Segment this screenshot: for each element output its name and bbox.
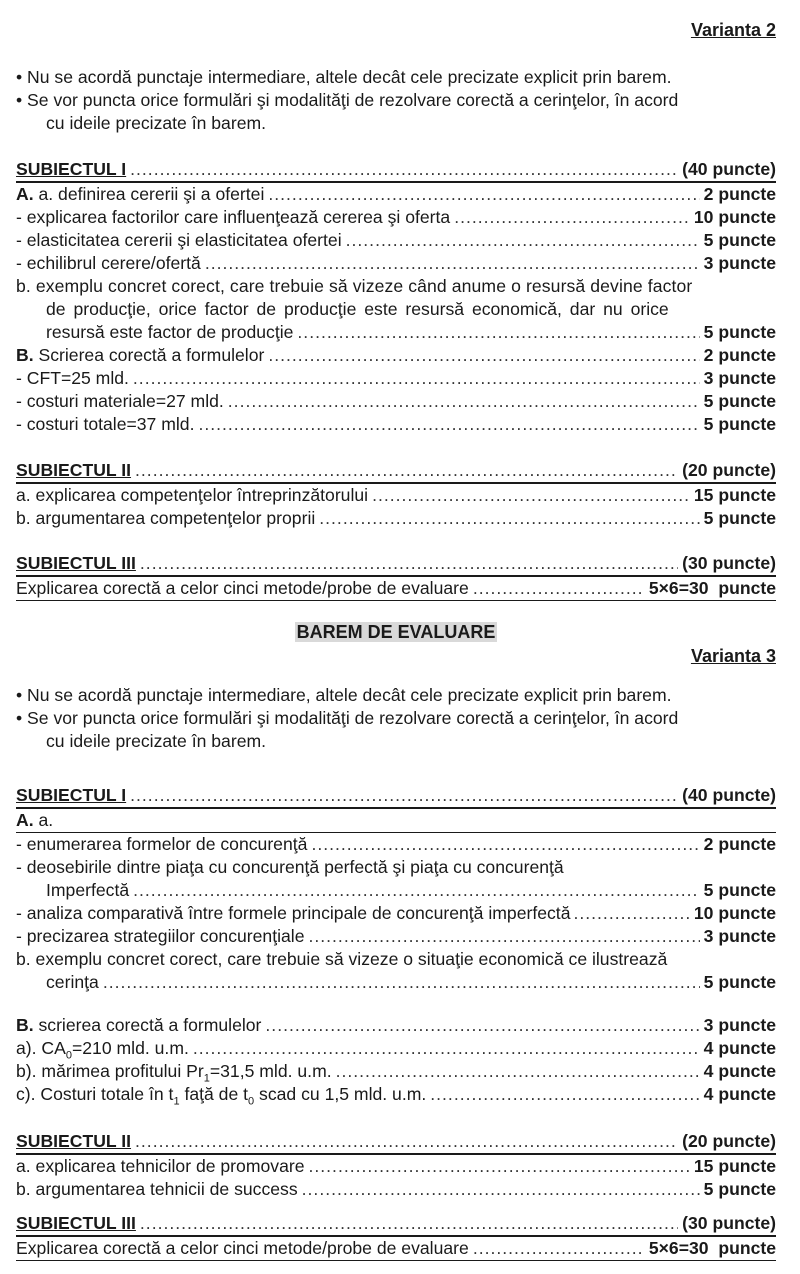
v2-s2-points: (20 puncte) — [682, 460, 776, 480]
row-points: 3 puncte — [703, 926, 776, 946]
v3-note-1: • Nu se acordă punctaje intermediare, altele decât cele precizate explicit prin barem. — [16, 685, 672, 705]
v2-s1-row — [16, 183, 776, 206]
leader-dots — [265, 1014, 699, 1037]
v3-notes — [16, 684, 776, 753]
section-letter: B. — [16, 345, 34, 365]
v3-s3-points: (30 puncte) — [682, 1213, 776, 1233]
v3-subiectul-3 — [16, 1212, 776, 1261]
row-label: a. definirea cererii şi a ofertei — [33, 184, 265, 204]
v3-s2-header — [16, 1130, 776, 1155]
leader-dots — [130, 158, 678, 181]
row-points: 5 puncte — [703, 880, 776, 900]
leader-dots — [473, 1237, 645, 1260]
v2-s2-row — [16, 507, 776, 530]
row-label: =210 mld. u.m. — [72, 1038, 189, 1058]
row-label: b. argumentarea competenţelor proprii — [16, 508, 316, 528]
v2-s1-row — [16, 229, 776, 252]
v2-s1-b-line-1: b. exemplu concret corect, care trebuie să vizeze când anume o resursă devine factor — [16, 276, 693, 296]
row-points: 15 puncte — [693, 1156, 776, 1176]
row-label: - CFT=25 mld. — [16, 368, 129, 388]
row-points: 4 puncte — [703, 1038, 776, 1058]
v2-s1-row — [16, 206, 776, 229]
v3-s1-b-line-1: b. exemplu concret corect, care trebuie să vizeze o situaţie economică ce ilustrează — [16, 949, 668, 969]
row-label: a. — [33, 810, 54, 830]
v2-s2-header — [16, 459, 776, 484]
v3-s2-points: (20 puncte) — [682, 1131, 776, 1151]
v3-s1-row — [16, 902, 776, 925]
v3-s1-row-b — [16, 1060, 776, 1083]
v3-subiectul-1-b — [16, 1014, 776, 1106]
row-points: 15 puncte — [693, 485, 776, 505]
leader-dots — [135, 1130, 678, 1153]
leader-dots — [135, 459, 678, 482]
row-label: Explicarea corectă a celor cinci metode/probe de evaluare — [16, 1238, 469, 1258]
barem-title — [16, 622, 776, 643]
leader-dots — [308, 925, 699, 948]
row-points: 10 puncte — [693, 207, 776, 227]
row-label: Scrierea corectă a formulelor — [33, 345, 265, 365]
v2-s3-title: SUBIECTUL III — [16, 553, 136, 573]
row-points: 5 puncte — [703, 972, 776, 992]
section-letter: A. — [16, 184, 34, 204]
row-points: 5 puncte — [703, 230, 776, 250]
row-label: Explicarea corectă a celor cinci metode/probe de evaluare — [16, 578, 469, 598]
row-label: - costuri totale=37 mld. — [16, 414, 195, 434]
leader-dots — [133, 367, 700, 390]
row-label: - analiza comparativă între formele principale de concurenţă imperfectă — [16, 903, 571, 923]
v2-s2-row — [16, 484, 776, 507]
leader-dots — [205, 252, 700, 275]
v3-subiectul-1 — [16, 784, 776, 994]
v2-subiectul-2 — [16, 459, 776, 530]
leader-dots — [346, 229, 700, 252]
row-label: a). CA — [16, 1038, 66, 1058]
row-label: Imperfectă — [46, 880, 130, 900]
leader-dots — [140, 1212, 678, 1235]
barem-title-text: BAREM DE EVALUARE — [296, 622, 496, 642]
leader-dots — [140, 552, 678, 575]
leader-dots — [302, 1178, 700, 1201]
v2-s3-points: (30 puncte) — [682, 553, 776, 573]
v2-s1-points: (40 puncte) — [682, 159, 776, 179]
v3-s2-row — [16, 1155, 776, 1178]
row-points: 5×6=30 puncte — [648, 578, 776, 598]
row-label: - explicarea factorilor care influenţează cererea şi oferta — [16, 207, 451, 227]
subscript: 0 — [65, 1049, 72, 1062]
leader-dots — [372, 484, 690, 507]
section-letter: A. — [16, 810, 34, 830]
leader-dots — [198, 413, 699, 436]
v2-note-2: • Se vor puncta orice formulări şi modalităţi de rezolvare corectă a cerinţelor, în acord — [16, 90, 679, 110]
v3-s1-diff-1: - deosebirile dintre piaţa cu concurenţă perfectă şi piaţa cu concurenţă — [16, 857, 564, 877]
v3-s1-title: SUBIECTUL I — [16, 785, 127, 805]
leader-dots — [454, 206, 690, 229]
row-points: 5 puncte — [703, 322, 776, 342]
v2-s1-header — [16, 158, 776, 183]
row-label: cerinţa — [46, 972, 99, 992]
row-label: b). mărimea profitului Pr — [16, 1061, 204, 1081]
row-label: =31,5 mld. u.m. — [209, 1061, 332, 1081]
row-points: 10 puncte — [693, 903, 776, 923]
subscript: 1 — [173, 1095, 180, 1108]
v3-note-2: • Se vor puncta orice formulări şi modalităţi de rezolvare corectă a cerinţelor, în acord — [16, 708, 679, 728]
v3-note-3: cu ideile precizate în barem. — [46, 731, 267, 751]
row-label: scad cu 1,5 mld. u.m. — [254, 1084, 427, 1104]
leader-dots — [309, 1155, 690, 1178]
row-points: 4 puncte — [703, 1084, 776, 1104]
row-label: b. argumentarea tehnicii de success — [16, 1179, 298, 1199]
row-label: faţă de t — [179, 1084, 249, 1104]
v3-s1-a-head — [16, 809, 776, 833]
v2-s1-b-line-2: de producţie, orice factor de producţie este resursă economică, dar nu orice — [46, 299, 669, 319]
v2-s1-row — [16, 390, 776, 413]
row-label: - enumerarea formelor de concurenţă — [16, 834, 308, 854]
v3-s1-row-a — [16, 1037, 776, 1060]
row-label: - precizarea strategiilor concurenţiale — [16, 926, 305, 946]
v2-s1-row — [16, 367, 776, 390]
leader-dots — [228, 390, 700, 413]
v3-s1-b-line-2 — [16, 971, 776, 994]
row-points: 5 puncte — [703, 508, 776, 528]
v3-subiectul-2 — [16, 1130, 776, 1201]
v3-s1-B-row — [16, 1014, 776, 1037]
v3-s3-title: SUBIECTUL III — [16, 1213, 136, 1233]
row-points: 4 puncte — [703, 1061, 776, 1081]
leader-dots — [268, 183, 699, 206]
row-label: - costuri materiale=27 mld. — [16, 391, 224, 411]
variant-3-label: Varianta 3 — [690, 646, 776, 666]
row-label: a. explicarea competenţelor întreprinzătorului — [16, 485, 369, 505]
leader-dots — [311, 833, 699, 856]
leader-dots — [336, 1060, 700, 1083]
leader-dots — [319, 507, 699, 530]
v2-s1-row — [16, 344, 776, 367]
row-label: resursă este factor de producţie — [46, 322, 294, 342]
leader-dots — [573, 902, 690, 925]
row-points: 5 puncte — [703, 414, 776, 434]
v2-s3-header — [16, 552, 776, 577]
row-points: 3 puncte — [703, 253, 776, 273]
v3-s1-row-c — [16, 1083, 776, 1106]
v2-note-1: • Nu se acordă punctaje intermediare, altele decât cele precizate explicit prin barem. — [16, 67, 672, 87]
v2-s1-title: SUBIECTUL I — [16, 159, 127, 179]
row-points: 3 puncte — [703, 368, 776, 388]
v2-s1-row — [16, 252, 776, 275]
v3-s1-row — [16, 833, 776, 856]
v3-s2-title: SUBIECTUL II — [16, 1131, 132, 1151]
row-label: - elasticitatea cererii şi elasticitatea ofertei — [16, 230, 342, 250]
v2-s1-b-line-3 — [16, 321, 776, 344]
subscript: 1 — [203, 1072, 210, 1085]
leader-dots — [297, 321, 699, 344]
row-points: 2 puncte — [703, 345, 776, 365]
v3-s2-row — [16, 1178, 776, 1201]
v3-s1-points: (40 puncte) — [682, 785, 776, 805]
v2-s2-title: SUBIECTUL II — [16, 460, 132, 480]
v2-s3-row — [16, 577, 776, 601]
subscript: 0 — [248, 1095, 255, 1108]
leader-dots — [103, 971, 700, 994]
row-label: c). Costuri totale în t — [16, 1084, 174, 1104]
v2-s1-row — [16, 413, 776, 436]
leader-dots — [130, 784, 678, 807]
leader-dots — [268, 344, 699, 367]
v2-note-3: cu ideile precizate în barem. — [46, 113, 267, 133]
v3-s1-diff-2 — [16, 879, 776, 902]
row-points: 2 puncte — [703, 184, 776, 204]
leader-dots — [133, 879, 700, 902]
row-points: 2 puncte — [703, 834, 776, 854]
v3-s1-row — [16, 925, 776, 948]
v3-s3-header — [16, 1212, 776, 1237]
row-label: a. explicarea tehnicilor de promovare — [16, 1156, 305, 1176]
v2-subiectul-1 — [16, 158, 776, 436]
row-points: 5×6=30 puncte — [648, 1238, 776, 1258]
leader-dots — [193, 1037, 700, 1060]
v2-notes — [16, 66, 776, 135]
section-letter: B. — [16, 1015, 34, 1035]
row-label: scrierea corectă a formulelor — [33, 1015, 262, 1035]
leader-dots — [473, 577, 645, 600]
row-points: 3 puncte — [703, 1015, 776, 1035]
leader-dots — [430, 1083, 699, 1106]
v3-s1-header — [16, 784, 776, 809]
v2-subiectul-3 — [16, 552, 776, 601]
variant-2-label: Varianta 2 — [690, 20, 776, 40]
row-points: 5 puncte — [703, 391, 776, 411]
row-points: 5 puncte — [703, 1179, 776, 1199]
v3-s3-row — [16, 1237, 776, 1261]
row-label: - echilibrul cerere/ofertă — [16, 253, 201, 273]
